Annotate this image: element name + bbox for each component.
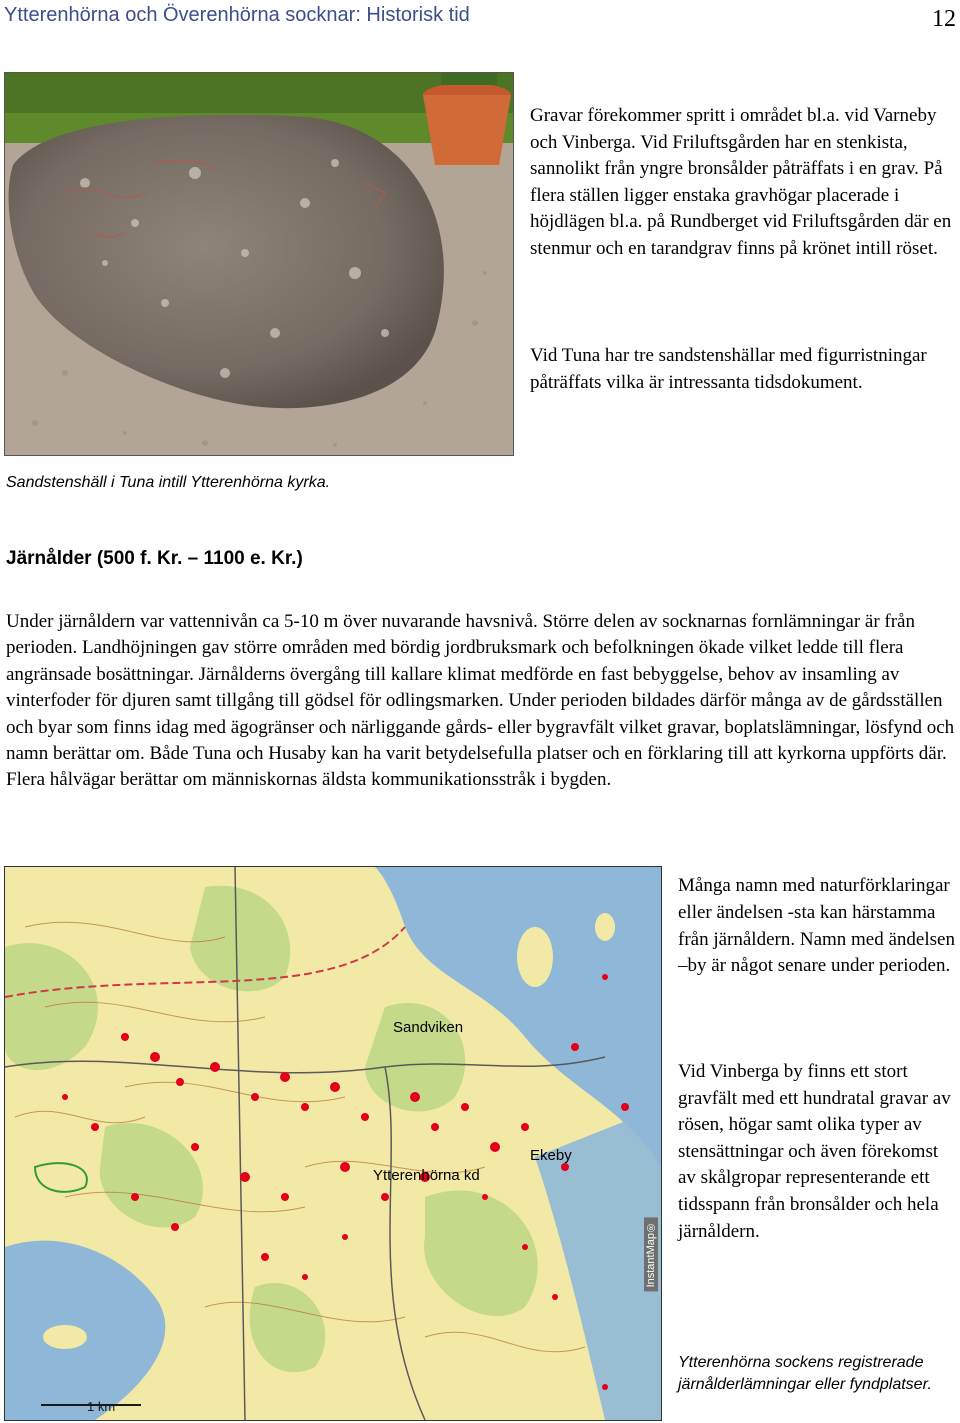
map-place-ytterenhorna: Ytterenhörna kd — [373, 1167, 480, 1184]
section-heading: Järnålder (500 f. Kr. – 1100 e. Kr.) — [6, 548, 303, 569]
paragraph-vinberga: Vid Vinberga by finns ett stort gravfält med ett hundratal gravar av rösen, högar samt olika typer av stensättningar och även förekomst av skålgropar representerande ett tidsspann från bronsålder och hela järnåldern. — [678, 1061, 951, 1242]
archaeology-map — [4, 866, 662, 1421]
photo-caption: Sandstenshäll i Tuna intill Ytterenhörna kyrka. — [6, 474, 331, 491]
running-header-title: Ytterenhörna och Överenhörna socknar: Historisk tid — [4, 4, 470, 26]
map-place-ekeby: Ekeby — [530, 1147, 572, 1164]
paragraph-gravar: Gravar förekommer spritt i området bl.a. vid Varneby och Vinberga. Vid Friluftsgården har en stenkista, sannolikt från yngre bronsålder påträffats i en grav. På flera ställen ligger enstaka gravhögar placerade i höjdlägen bl.a. på Rundberget vid Friluftsgården där en stenmur och en tarandgrav finns på krönet intill röset. — [530, 105, 952, 259]
page-header — [0, 0, 960, 40]
section-body-text: Under järnåldern var vattennivån ca 5-10 m över nuvarande havsnivå. Större delen av socknarnas fornlämningar är från perioden. Landhöjningen gav större områden med bördig jordbruksmark och befolkningen ökade vilket ledde till flera angränsade bosättningar. Järnålderns övergång till kallare klimat medförde en fast bebyggelse, behov av insamling av vinterfoder för djuren samt tillgång till gödsel för odlingsmarken. Under perioden bildades därför många av de gårdsställen och byar som finns idag med ägogränser och närliggande gårds- eller bygravfält vilket gravar, boplatslämningar, lösfynd och namn berättar om. Både Tuna och Husaby kan ha varit betydelsefulla platser och en förklaring till att kyrkorna uppförts där. Flera hålvägar berättar om människornas äldsta kommunikationsstråk i bygden. — [6, 611, 955, 791]
map-place-sandviken: Sandviken — [393, 1019, 464, 1036]
map-caption: Ytterenhörna sockens registrerade järnålderlämningar eller fyndplatser. — [678, 1354, 932, 1393]
map-image — [5, 867, 661, 1420]
rock-photo-image — [5, 73, 513, 455]
paragraph-tuna: Vid Tuna har tre sandstenshällar med figurristningar påträffats vilka är intressanta tidsdokument. — [530, 345, 927, 393]
page-number: 12 — [932, 6, 956, 32]
map-credit: InstantMap® — [644, 1217, 658, 1291]
paragraph-namn: Många namn med naturförklaringar eller ändelsen -sta kan härstamma från järnåldern. Namn med ändelsen –by är något senare under perioden. — [678, 875, 955, 977]
map-scale-label: 1 km — [87, 1399, 116, 1414]
rock-photo — [4, 72, 514, 456]
